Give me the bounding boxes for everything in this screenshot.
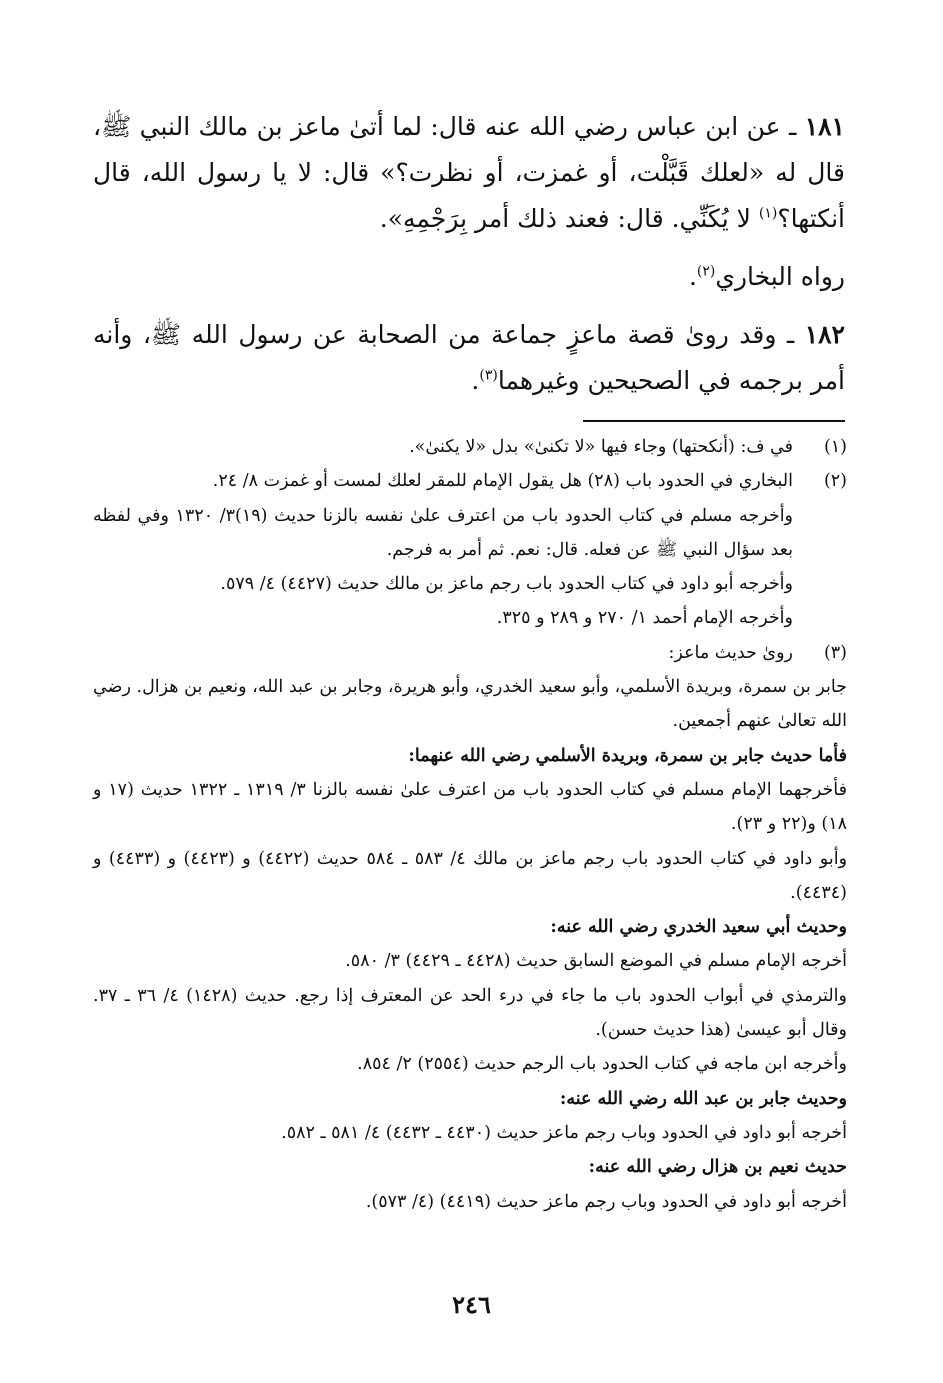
- footnote-ref: (٣): [479, 367, 498, 384]
- footnote-2: [93, 464, 847, 635]
- footnote-line: في ف: (أنكحتها) وجاء فيها «لا تكنىٰ» بدل «لا يكنىٰ».: [409, 437, 793, 457]
- footnote-body: [93, 636, 793, 670]
- footnote-body: [93, 430, 793, 464]
- hadith-text-end: لا يُكَنِّي. قال: فعند ذلك أمر بِرَجْمِهِ».: [379, 204, 759, 233]
- hadith-text: ـ وقد روىٰ قصة ماعزٍ جماعة من الصحابة عن رسول الله ﷺ، وأنه أمر برجمه في الصحيحين وغيرهما: [93, 320, 845, 395]
- hadith-182: [93, 312, 845, 404]
- footnote-ref: (٢): [696, 263, 716, 280]
- footnote-1: [93, 430, 847, 464]
- footnote-line: البخاري في الحدود باب (٢٨) هل يقول الإمام للمقر لعلك لمست أو غمزت ٨/ ٢٤.: [212, 471, 793, 492]
- footnote-line: وأخرجه مسلم في كتاب الحدود باب من اعترف علىٰ نفسه بالزنا حديث (١٩)٣/ ١٣٢٠ وفي لفظه بعد سؤال النبي ﷺ عن فعله. قال: نعم. ثم أمر به فرجم.: [93, 505, 794, 560]
- footnote-line: وأخرجه أبو داود في كتاب الحدود باب رجم ماعز بن مالك حديث (٤٤٢٧) ٤/ ٥٧٩.: [220, 574, 793, 595]
- footnote-3-continued: [93, 670, 847, 1219]
- footnote-line: أخرجه أبو داود في الحدود وباب رجم ماعز حديث (٤٤٣٠ ـ ٤٤٣٢) ٤/ ٥٨١ ـ ٥٨٢.: [281, 1122, 847, 1143]
- footnote-line: أخرجه الإمام مسلم في الموضع السابق حديث (٤٤٢٨ ـ ٤٤٢٩) ٣/ ٥٨٠.: [345, 951, 847, 972]
- hadith-number: ١٨١: [804, 112, 845, 141]
- hadith-181: [93, 104, 845, 242]
- footnote-subheading: فأما حديث جابر بن سمرة، وبريدة الأسلمي رضي الله عنهما:: [408, 745, 847, 766]
- page-number: ٢٤٦: [452, 1290, 491, 1319]
- hadith-text-end: .: [471, 366, 480, 395]
- hadith-number: ١٨٢: [804, 320, 845, 349]
- footnote-body: [93, 464, 793, 635]
- footnote-subheading: حديث نعيم بن هزال رضي الله عنه:: [588, 1157, 847, 1178]
- footnote-subheading: وحديث جابر بن عبد الله رضي الله عنه:: [559, 1088, 847, 1109]
- narration-source: [93, 254, 845, 300]
- footnote-line: والترمذي في أبواب الحدود باب ما جاء في درء الحد عن المعترف إذا رجع. حديث (١٤٢٨) ٤/ ٣٦ ـ ٣٧. وقال أبو عيسىٰ (هذا حديث حسن).: [93, 985, 847, 1041]
- footnote-line: وأخرجه ابن ماجه في كتاب الحدود باب الرجم حديث (٢٥٥٤) ٢/ ٨٥٤.: [357, 1054, 847, 1075]
- narration-end: .: [688, 262, 697, 291]
- footnotes: [93, 430, 847, 1219]
- footnote-line: فأخرجهما الإمام مسلم في كتاب الحدود باب من اعترف علىٰ نفسه بالزنا ٣/ ١٣١٩ ـ ١٣٢٢ حديث (١٧ و ١٨) و(٢٢ و ٢٣).: [93, 779, 847, 835]
- footnote-subheading: وحديث أبي سعيد الخدري رضي الله عنه:: [550, 917, 847, 938]
- footnote-number: (١): [823, 437, 847, 457]
- footnote-ref: (١): [758, 205, 778, 222]
- footnote-line: جابر بن سمرة، وبريدة الأسلمي، وأبو سعيد الخدري، وأبو هريرة، وجابر بن عبد الله، ونعيم بن هزال. رضي الله تعالىٰ عنهم أجمعين.: [93, 677, 847, 732]
- footnote-3: [93, 636, 847, 670]
- footnote-number: (٢): [823, 471, 847, 492]
- footnote-line: أخرجه أبو داود في الحدود وباب رجم ماعز حديث (٤٤١٩) (٤/ ٥٧٣).: [365, 1191, 847, 1212]
- footnote-separator: [583, 420, 845, 422]
- narration-text: رواه البخاري: [715, 262, 845, 291]
- hadith-text: ـ عن ابن عباس رضي الله عنه قال: لما أتىٰ ماعز بن مالك النبي ﷺ، قال له «لعلك قَبَّلْت، أو غمزت، أو نظرت؟» قال: لا يا رسول الله، قال أنكتها؟: [93, 112, 845, 233]
- footnote-line: روىٰ حديث ماعز:: [668, 642, 793, 663]
- footnote-line: وأبو داود في كتاب الحدود باب رجم ماعز بن مالك ٤/ ٥٨٣ ـ ٥٨٤ حديث (٤٤٢٢) و (٤٤٢٣) و (٤٤٣٣) و (٤٤٣٤).: [93, 848, 848, 903]
- footnote-line: وأخرجه الإمام أحمد ١/ ٢٧٠ و ٢٨٩ و ٣٢٥.: [496, 608, 793, 629]
- main-text: [93, 104, 845, 404]
- footnote-number: (٣): [823, 642, 847, 663]
